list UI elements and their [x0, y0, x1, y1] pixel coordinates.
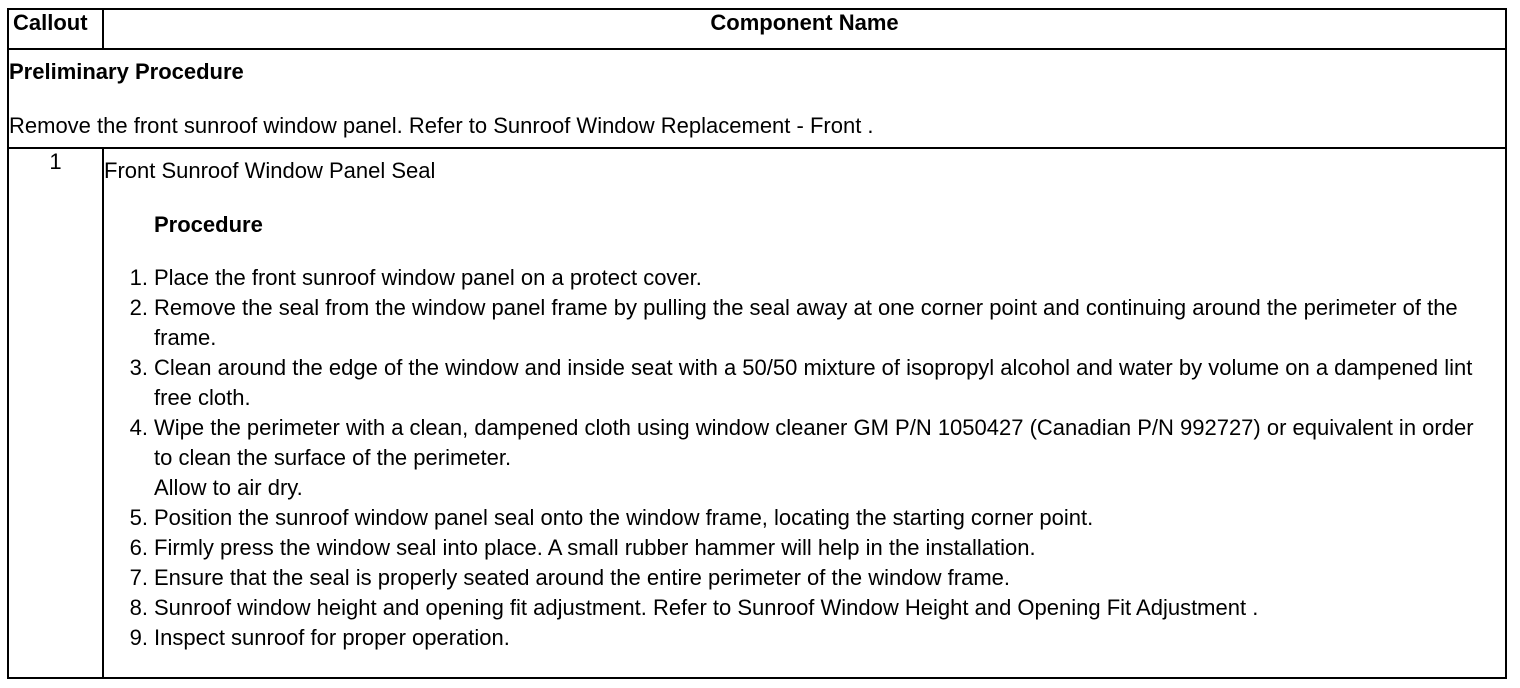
step-number: 8. [129, 595, 148, 620]
step-number: 9. [129, 625, 148, 650]
step-text: Ensure that the seal is properly seated around the entire perimeter of the window frame. [154, 565, 1011, 590]
step-text: Clean around the edge of the window and inside seat with a 50/50 mixture of isopropyl alcohol and water by volume on a dampened lint free cloth. [154, 355, 1473, 410]
step-number: 2. [129, 295, 148, 320]
procedure-steps [104, 263, 1505, 653]
callout-column-header: Callout [8, 9, 103, 49]
preliminary-row [8, 49, 1506, 148]
list-item [104, 503, 1505, 533]
component-column-header: Component Name [103, 9, 1506, 49]
step-number: 3. [129, 355, 148, 380]
step-number: 7. [129, 565, 148, 590]
list-item [104, 533, 1505, 563]
step-text: Position the sunroof window panel seal onto the window frame, locating the starting corner point. [154, 505, 1094, 530]
step-number: 6. [129, 535, 148, 560]
preliminary-cell [8, 49, 1506, 148]
list-item [104, 593, 1505, 623]
step-text: Firmly press the window seal into place. A small rubber hammer will help in the installation. [154, 535, 1036, 560]
step-note: Allow to air dry. [154, 475, 303, 500]
step-text: Wipe the perimeter with a clean, dampened cloth using window cleaner GM P/N 1050427 (Canadian P/N 992727) or equivalent in order to clean the surface of the perimeter. [154, 415, 1474, 470]
step-text: Inspect sunroof for proper operation. [154, 625, 510, 650]
step-text: Remove the seal from the window panel frame by pulling the seal away at one corner point and continuing around the perimeter of the frame. [154, 295, 1458, 350]
table-row [8, 148, 1506, 678]
step-text: Place the front sunroof window panel on a protect cover. [154, 265, 702, 290]
list-item [104, 293, 1505, 353]
step-text: Sunroof window height and opening fit adjustment. Refer to Sunroof Window Height and Opening Fit Adjustment . [154, 595, 1259, 620]
preliminary-text: Remove the front sunroof window panel. Refer to Sunroof Window Replacement - Front . [9, 113, 874, 138]
step-number: 4. [129, 415, 148, 440]
list-item [104, 263, 1505, 293]
list-item [104, 623, 1505, 653]
procedure-heading: Procedure [154, 212, 263, 237]
component-cell [103, 148, 1506, 678]
list-item [104, 353, 1505, 413]
list-item [104, 563, 1505, 593]
component-name: Front Sunroof Window Panel Seal [104, 158, 436, 183]
preliminary-title: Preliminary Procedure [9, 59, 244, 84]
callout-number: 1 [8, 148, 103, 678]
step-number: 1. [129, 265, 148, 290]
step-number: 5. [129, 505, 148, 530]
table-header-row [8, 9, 1506, 49]
list-item [104, 413, 1505, 503]
procedure-table [7, 8, 1507, 679]
